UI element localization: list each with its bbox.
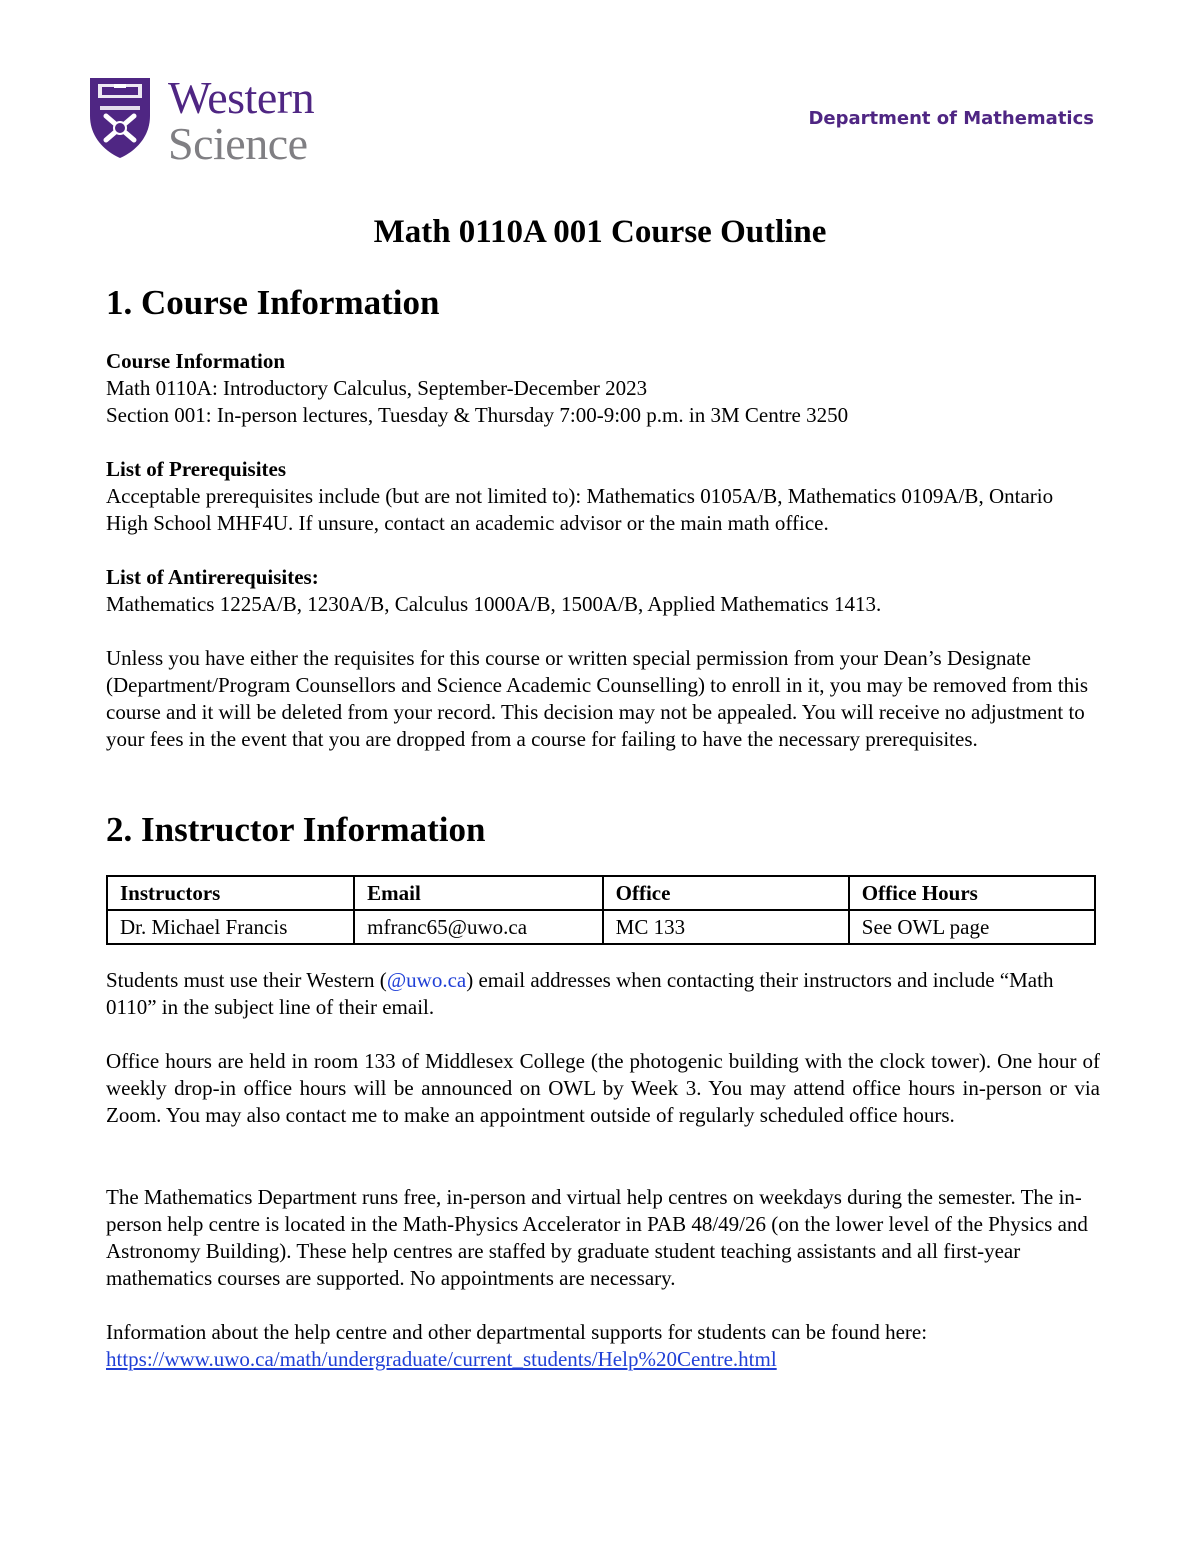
help-centre-paragraph <box>106 1184 1100 1292</box>
logo-line-western: Western <box>168 72 315 123</box>
office-hours-paragraph <box>106 1048 1100 1129</box>
table-header-cell: Instructors <box>107 876 354 910</box>
office-hours-text: Office hours are held in room 133 of Middlesex College (the photogenic building with the clock tower). One hour of weekly drop-in office hours will be announced on OWL by Week 3. You may attend office hours in-person or via Zoom. You may also contact me to make an appointment outside of regularly scheduled office hours. <box>106 1049 1100 1127</box>
prerequisites-label: List of Prerequisites <box>106 457 287 481</box>
instructor-office-cell: MC 133 <box>603 910 849 944</box>
course-information-label: Course Information <box>106 349 286 373</box>
section-heading-course-information: 1. Course Information <box>106 283 440 322</box>
course-information-block <box>106 348 1100 429</box>
logo-wordmark <box>168 72 315 169</box>
antirequisites-label: List of Antirerequisites: <box>106 565 319 589</box>
western-shield-icon <box>88 76 152 160</box>
requisites-notice-text: Unless you have either the requisites for this course or written special permission from your Dean’s Designate (Department/Program Counsellors and Science Academic Counselling) to enroll in it, you may be removed from this course and it will be deleted from your record. This decision may not be appealed. You will receive no adjustment to your fees in the event that you are dropped from a course for failing to have the necessary prerequisites. <box>106 646 1089 751</box>
logo-line-science: Science <box>168 118 308 169</box>
instructor-email-cell: mfranc65@uwo.ca <box>354 910 603 944</box>
help-centre-text: The Mathematics Department runs free, in-person and virtual help centres on weekdays during the semester. The in-person help centre is located in the Math-Physics Accelerator in PAB 48/49/26 (on the lower level of the Physics and Astronomy Building). These help centres are staffed by graduate student teaching assistants and all first-year mathematics courses are supported. No appointments are necessary. <box>106 1185 1088 1290</box>
email-note-after: ) email addresses when contacting their instructors and include “Math 0110” in the subject line of their email. <box>106 968 1054 1019</box>
course-information-line1: Math 0110A: Introductory Calculus, September-December 2023 <box>106 376 648 400</box>
help-centre-info <box>106 1319 1100 1373</box>
email-note-text <box>106 967 1100 1021</box>
instructor-name-cell: Dr. Michael Francis <box>107 910 354 944</box>
instructor-table <box>106 875 1096 945</box>
table-header-cell: Email <box>354 876 603 910</box>
help-centre-link[interactable]: https://www.uwo.ca/math/undergraduate/current_students/Help%20Centre.html <box>106 1347 777 1371</box>
course-information-line2: Section 001: In-person lectures, Tuesday & Thursday 7:00-9:00 p.m. in 3M Centre 3250 <box>106 403 849 427</box>
email-note-before: Students must use their Western ( <box>106 968 387 992</box>
prerequisites-block <box>106 456 1100 537</box>
antirequisites-text: Mathematics 1225A/B, 1230A/B, Calculus 1000A/B, 1500A/B, Applied Mathematics 1413. <box>106 592 882 616</box>
western-science-logo <box>88 72 348 169</box>
prerequisites-text: Acceptable prerequisites include (but are not limited to): Mathematics 0105A/B, Mathematics 0109A/B, Ontario High School MHF4U. If unsure, contact an academic advisor or the main math office. <box>106 484 1054 535</box>
table-header-row <box>107 876 1095 910</box>
table-row <box>107 910 1095 944</box>
help-centre-info-text: Information about the help centre and other departmental supports for students can be found here: <box>106 1320 928 1344</box>
email-note <box>106 967 1100 1021</box>
table-header-cell: Office Hours <box>849 876 1095 910</box>
instructor-office-hours-cell: See OWL page <box>849 910 1095 944</box>
department-name: Department of Mathematics <box>808 108 1094 129</box>
uwo-email-domain: @uwo.ca <box>386 968 467 992</box>
document-title: Math 0110A 001 Course Outline <box>373 214 827 250</box>
section-heading-instructor-information: 2. Instructor Information <box>106 810 486 849</box>
table-header-cell: Office <box>603 876 849 910</box>
antirequisites-block <box>106 564 1100 618</box>
requisites-notice <box>106 645 1100 753</box>
